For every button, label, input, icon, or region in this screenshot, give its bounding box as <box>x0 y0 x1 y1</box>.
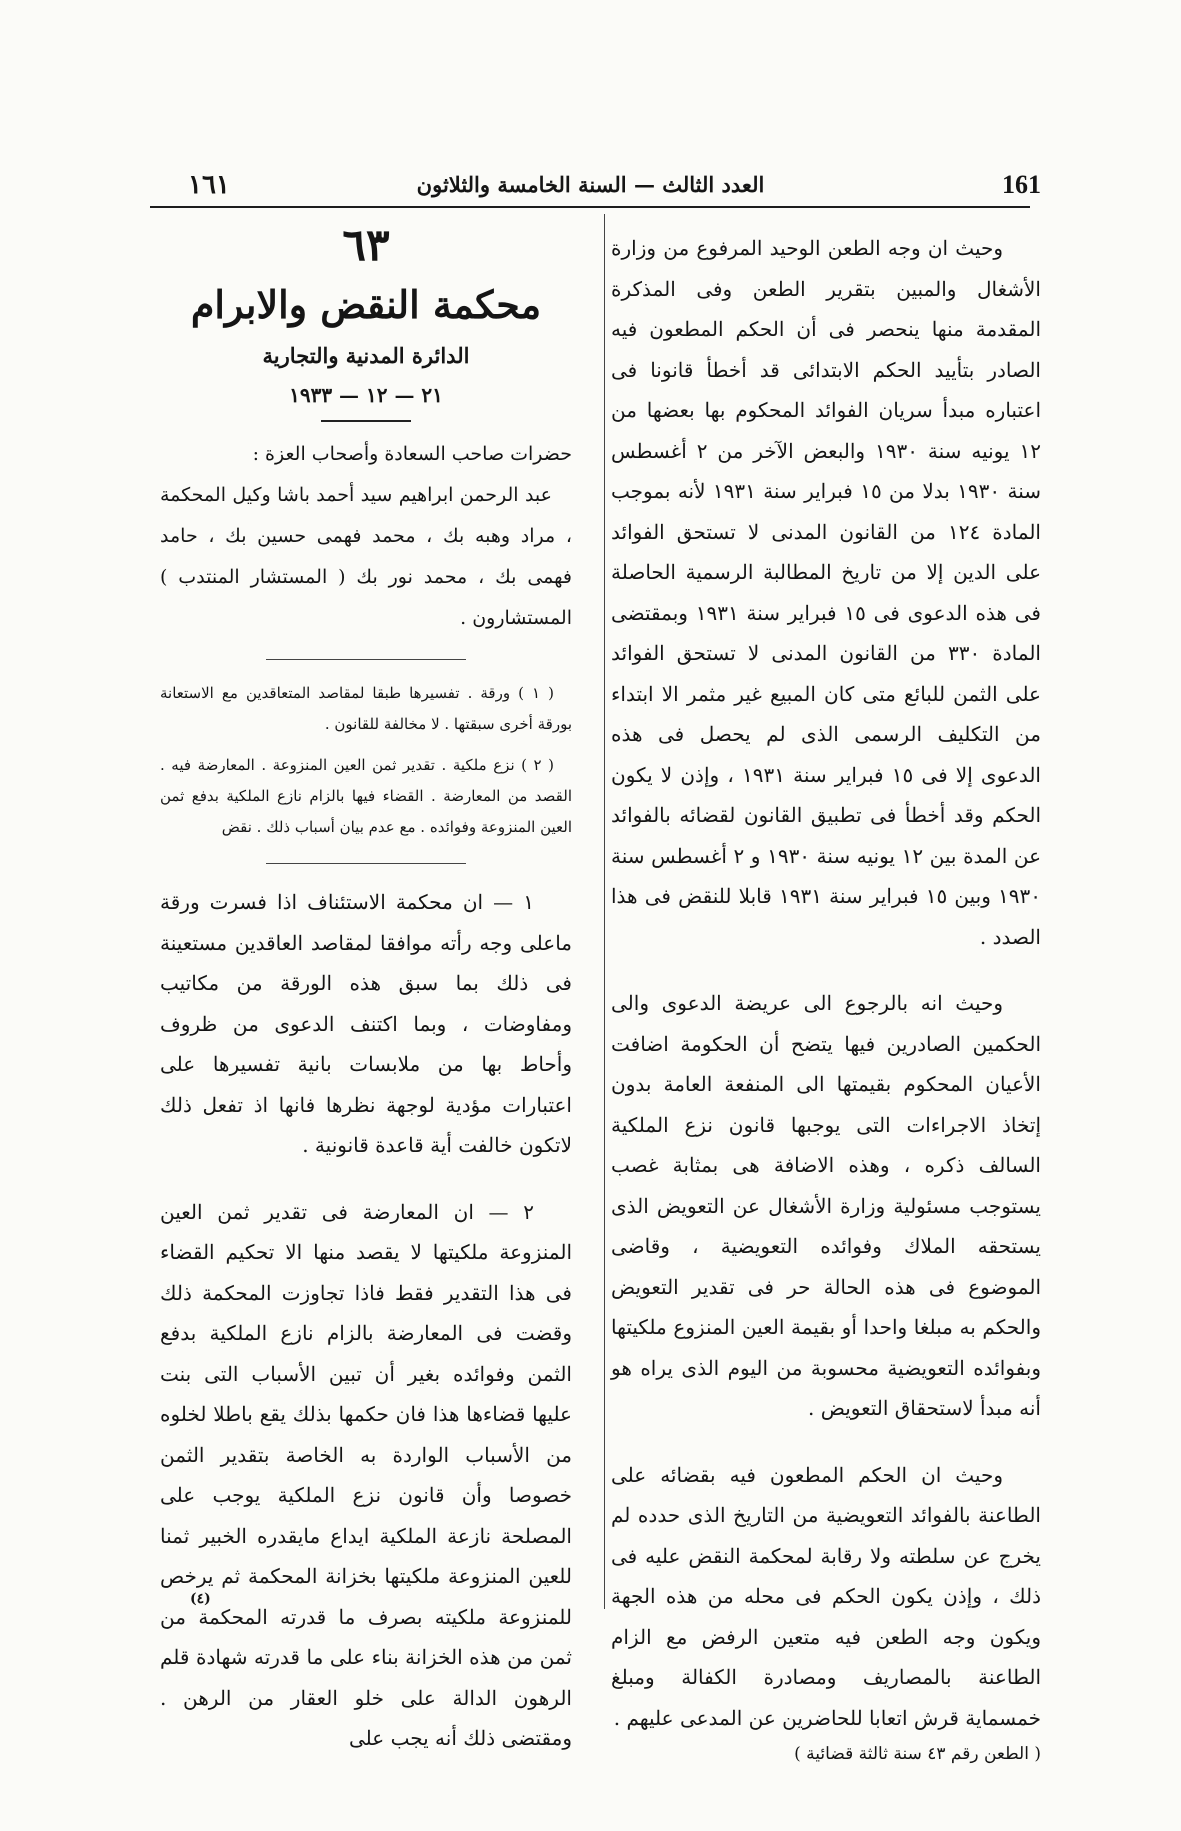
right-column <box>611 228 1041 1770</box>
headnote-summary: ( ٢ ) نزع ملكية . تقدير ثمن العين المنزوعة . المعارضة فيه . القصد من المعارضة . القضاء فيها بالزام نازع الملكية بدفع ثمن العين المنزوعة وفوائده . مع عدم بيان أسباب ذلك . نقض <box>160 756 572 836</box>
page-number-arabic: ١٦١ <box>188 170 230 200</box>
appeal-reference: ( الطعن رقم ٤٣ سنة ثالثة قضائية ) <box>794 1744 1041 1764</box>
legal-principle-paragraph: ١ — ان محكمة الاستئناف اذا فسرت ورقة ماعلى وجه رأته موافقا لمقاصد العاقدين مستعينة فى ذلك بما سبق هذه الورقة من مكاتيب ومفاوضات ، وبما اكتنف الدعوى من ظروف وأحاط بها من ملابسات بانية تفسيرها على اعتبارات مؤدية لوجهة نظرها فانها اذ تفعل ذلك لاتكون خالفت أية قاعدة قانونية . <box>160 890 572 1157</box>
judgment-paragraph: وحيث انه بالرجوع الى عريضة الدعوى والى الحكمين الصادرين فيها يتضح أن الحكومة اضافت الأعيان المحكوم بقيمتها الى المنفعة العامة بدون إتخاذ الاجراءات التى يوجبها قانون نزع الملكية السالف ذكره ، وهذه الاضافة هى بمثابة غصب يستوجب مسئولية وزارة الأشغال عن التعويض الذى يستحقه الملاك وفوائده التعويضية ، وقاضى الموضوع فى هذه الحالة حر فى تقدير التعويض والحكم به مبلغا واحدا أو بقيمة العين المنزوع ملكيتها وبفوائده التعويضية محسوبة من اليوم الذى يراه هو أنه مبدأ لاستحقاق التعويض . <box>611 991 1041 1420</box>
court-name: محكمة النقض والابرام <box>190 282 542 327</box>
running-header <box>0 165 1181 205</box>
judgment-paragraph: وحيث ان الحكم المطعون فيه بقضائه على الطاعنة بالفوائد التعويضية من التاريخ الذى حدده لم يخرج عن سلطته ولا رقابة لمحكمة النقض عليه فى ذلك ، وإذن يكون الحكم فى محله من هذه الجهة ويكون وجه الطعن فيه متعين الرفض مع الزام الطاعنة بالمصاريف ومصادرة الكفالة ومبلغ خمسماية قرش اتعابا للحاضرين عن المدعى عليهم . <box>611 1462 1041 1730</box>
journal-issue-title: العدد الثالث — السنة الخامسة والثلاثون <box>416 172 765 197</box>
court-division: الدائرة المدنية والتجارية <box>262 343 470 368</box>
folio-mark: (٤) <box>190 1591 211 1607</box>
bench-intro: حضرات صاحب السعادة وأصحاب العزة : <box>252 443 572 465</box>
summary-rule <box>266 659 466 660</box>
body-rule <box>266 863 466 864</box>
legal-principle-paragraph: ٢ — ان المعارضة فى تقدير ثمن العين المنزوعة ملكيتها لا يقصد منها الا تحكيم القضاء فى هذا التقدير فقط فاذا تجاوزت المحكمة ذلك وقضت فى المعارضة بالزام نازع الملكية بدفع الثمن وفوائده بغير أن تبين الأسباب التى بنت عليها قضاءها هذا فان حكمها بذلك يقع باطلا لخلوه من الأسباب الواردة به الخاصة بتقدير الثمن خصوصا وأن قانون نزع الملكية يوجب على المصلحة نازعة الملكية ايداع مايقدره الخبير ثمنا للعين المنزوعة ملكيتها بخزانة المحكمة ثم يرخص للمنزوعة ملكيته بصرف ما قدرته المحكمة من ثمن من هذه الخزانة بناء على ما قدرته شهادة قلم الرهون الدالة على خلو العقار من الرهن . ومقتضى ذلك أنه يجب على <box>160 1199 572 1750</box>
judgment-paragraph: وحيث ان وجه الطعن الوحيد المرفوع من وزارة الأشغال والمبين بتقرير الطعن وفى المذكرة المقدمة منها ينحصر فى أن الحكم المطعون فيه الصادر بتأييد الحكم الابتدائى قد أخطأ قانونا فى اعتباره مبدأ سريان الفوائد المحكوم بها بعضها من ١٢ يونيه سنة ١٩٣٠ والبعض الآخر من ٢ أغسطس سنة ١٩٣٠ بدلا من ١٥ فبراير سنة ١٩٣١ لأنه بموجب المادة ١٢٤ من القانون المدنى لا تستحق الفوائد على الدين إلا من تاريخ المطالبة الرسمية الحاصلة فى هذه الدعوى فى ١٥ فبراير سنة ١٩٣١ وبمقتضى المادة ٣٣٠ من القانون المدنى لا تستحق الفوائد على الثمن للبائع متى كان المبيع غير مثمر الا ابتداء من التكليف الرسمى الذى لم يحصل فى هذه الدعوى إلا فى ١٥ فبراير سنة ١٩٣١ ، وإذن لا يكون الحكم وقد أخطأ فى تطبيق القانون لقضائه بالفوائد عن المدة بين ١٢ يونيه سنة ١٩٣٠ و ٢ أغسطس سنة ١٩٣٠ وبين ١٥ فبراير سنة ١٩٣١ قابلا للنقض فى هذا الصدد . <box>611 236 1042 949</box>
header-rule <box>150 206 1030 208</box>
left-column <box>160 218 572 1759</box>
headnote-summary: ( ١ ) ورقة . تفسيرها طبقا لمقاصد المتعاقدين مع الاستعانة بورقة أخرى سبقتها . لا مخالفة للقانون . <box>160 684 572 733</box>
bench-members: عبد الرحمن ابراهيم سيد أحمد باشا وكيل المحكمة ، مراد وهبه بك ، محمد فهمى حسين بك ، حامد فهمى بك ، محمد نور بك ( المستشار المنتدب ) المستشارون . <box>160 484 572 629</box>
judgment-date: ٢١ — ١٢ — ١٩٣٣ <box>289 383 443 407</box>
case-number: ٦٣ <box>342 220 390 271</box>
date-rule <box>321 420 411 422</box>
page-number-latin: 161 <box>1002 170 1041 199</box>
column-divider <box>604 214 605 1609</box>
